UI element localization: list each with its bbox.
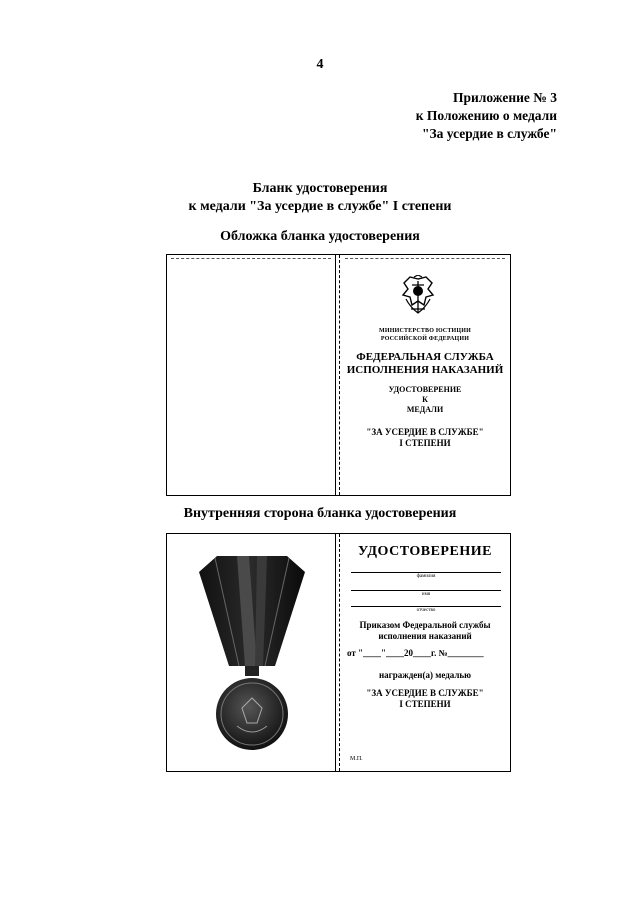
field-line: [351, 572, 501, 573]
doc-line-1: УДОСТОВЕРЕНИЕ: [388, 385, 462, 394]
doc-line-2: К: [422, 395, 428, 404]
dashed-line: [345, 258, 505, 259]
inside-medal-line-1: "ЗА УСЕРДИЕ В СЛУЖБЕ": [366, 688, 484, 698]
document-heading: [0, 180, 640, 216]
fold-line-dashed: [339, 255, 340, 495]
doc-line-3: МЕДАЛИ: [406, 405, 444, 414]
inside-form: [166, 533, 511, 772]
fold-line-dashed: [339, 534, 340, 771]
field-line: [351, 606, 501, 607]
awarded-text: награжден(а) медалью: [378, 670, 472, 680]
appendix-line-2: к Положению о медали: [415, 108, 557, 123]
heading-line-2: к медали "За усердие в службе" I степени: [188, 199, 452, 214]
medal-line-1: "ЗА УСЕРДИЕ В СЛУЖБЕ": [366, 427, 484, 437]
heading-line-1: Бланк удостоверения: [252, 181, 388, 196]
appendix-header: [416, 89, 557, 143]
order-line-1: Приказом Федеральной службы: [359, 620, 491, 630]
order-text: [345, 620, 505, 642]
ministry-line-2: РОССИЙСКОЙ ФЕДЕРАЦИИ: [380, 336, 470, 342]
certificate-title: [345, 385, 505, 415]
page-number: 4: [316, 57, 324, 72]
cover-caption: Обложка бланка удостоверения: [220, 229, 420, 244]
ministry-label: [345, 327, 505, 343]
inside-caption: Внутренняя сторона бланка удостоверения: [183, 506, 457, 521]
appendix-line-3: "За усердие в службе": [421, 126, 557, 141]
inside-title: УДОСТОВЕРЕНИЕ: [358, 544, 492, 559]
fold-line: [335, 255, 336, 495]
stamp-place: М.П.: [350, 756, 363, 762]
field-label-surname: фамилия: [416, 574, 436, 579]
dashed-line: [171, 258, 331, 259]
field-label-patronymic: отчество: [416, 608, 436, 613]
ministry-line-1: МИНИСТЕРСТВО ЮСТИЦИИ: [378, 328, 471, 334]
field-label-name: имя: [421, 592, 431, 597]
inside-medal-name: [345, 688, 505, 710]
order-line-2: исполнения наказаний: [378, 631, 472, 641]
fold-line: [335, 534, 336, 771]
service-line-1: ФЕДЕРАЛЬНАЯ СЛУЖБА: [356, 351, 494, 363]
medal-name: [345, 427, 505, 449]
field-line: [351, 590, 501, 591]
emblem-icon: [400, 275, 436, 319]
medal-line-2: I СТЕПЕНИ: [399, 438, 451, 448]
medal-image: [197, 548, 307, 762]
cover-form: [166, 254, 511, 496]
date-line: "____"____20____г. №________: [358, 648, 484, 658]
date-prefix: от: [347, 648, 356, 658]
appendix-line-1: Приложение № 3: [453, 90, 557, 105]
service-name: [345, 351, 505, 377]
service-line-2: ИСПОЛНЕНИЯ НАКАЗАНИЙ: [346, 364, 504, 376]
order-date: [347, 648, 507, 658]
inside-medal-line-2: I СТЕПЕНИ: [399, 699, 451, 709]
